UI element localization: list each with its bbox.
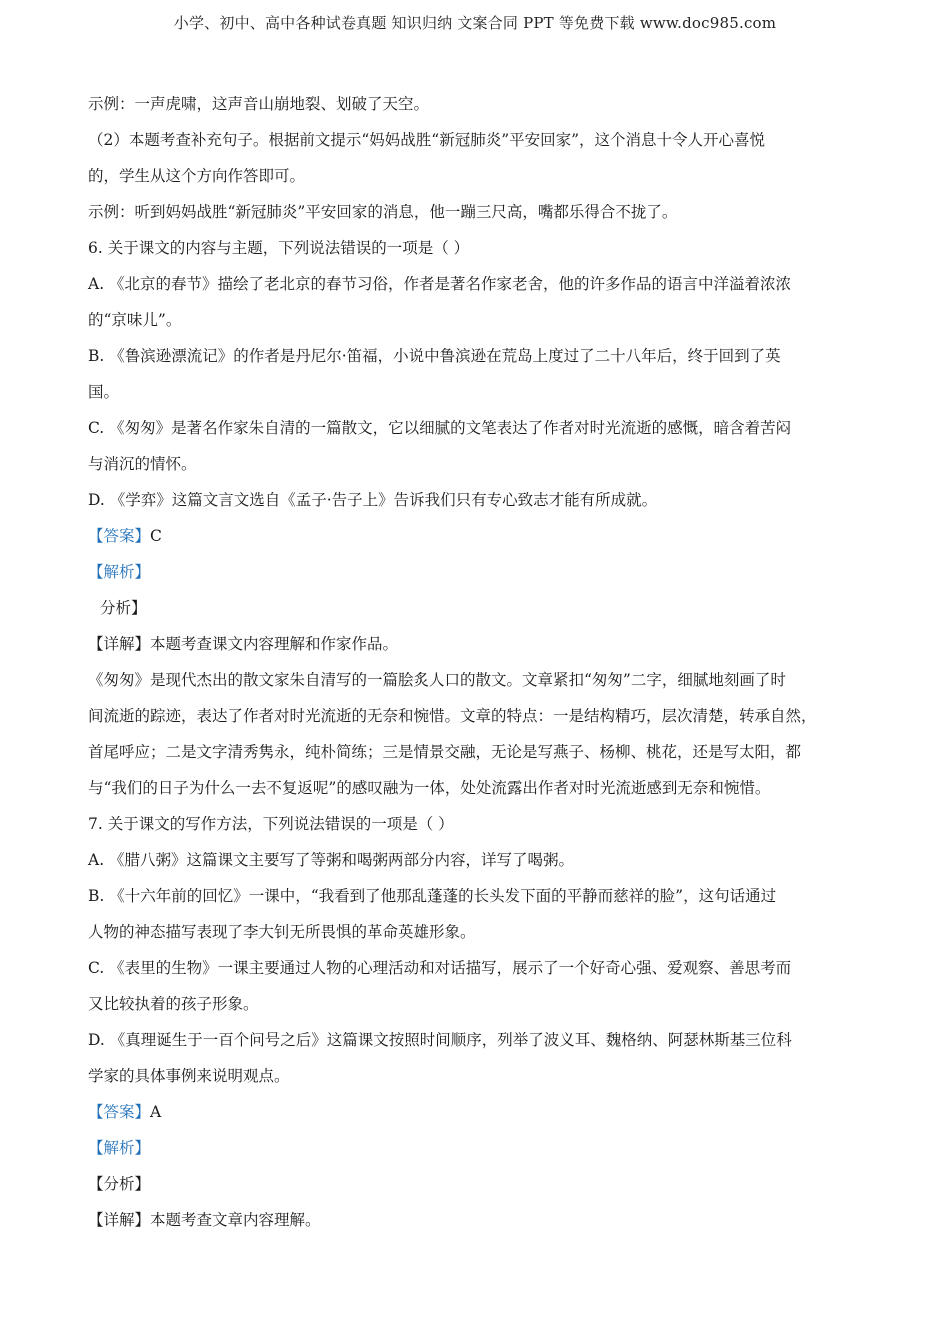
option-a: A. 《腊八粥》这篇课文主要写了等粥和喝粥两部分内容，详写了喝粥。 (88, 851, 575, 869)
detail-line (88, 1202, 864, 1238)
answer-line (88, 518, 864, 554)
answer-label: 【答案】 (88, 527, 151, 545)
text-line: 人物的神态描写表现了李大钊无所畏惧的革命英雄形象。 (88, 923, 476, 941)
question-6: 6. 关于课文的内容与主题，下列说法错误的一项是（ ） (88, 239, 470, 257)
answer-value: A (150, 1103, 162, 1121)
question-7: 7. 关于课文的写作方法，下列说法错误的一项是（ ） (88, 815, 454, 833)
text-line: 首尾呼应；二是文字清秀隽永，纯朴简练；三是情景交融，无论是写燕子、杨柳、桃花，还是写太阳，都 (88, 743, 802, 761)
detail-line (88, 626, 864, 662)
text-line: 与“我们的日子为什么一去不复返呢”的感叹融为一体，处处流露出作者对时光流逝感到无奈和惋惜。 (88, 779, 771, 797)
text-line: 示例：听到妈妈战胜“新冠肺炎”平安回家的消息，他一蹦三尺高，嘴都乐得合不拢了。 (88, 203, 678, 221)
text-line: 国。 (88, 383, 120, 401)
text-line: 又比较执着的孩子形象。 (88, 995, 259, 1013)
detail-text: 本题考查课文内容理解和作家作品。 (150, 635, 399, 653)
option-c: C. 《匆匆》是著名作家朱自清的一篇散文，它以细腻的文笔表达了作者对时光流逝的感慨，暗含着苦闷 (88, 419, 792, 437)
detail-label: 【详解】 (88, 635, 151, 653)
page-header: 小学、初中、高中各种试卷真题 知识归纳 文案合同 PPT 等免费下载 www.doc985.com (173, 14, 777, 32)
option-b: B. 《鲁滨逊漂流记》的作者是丹尼尔·笛福，小说中鲁滨逊在荒岛上度过了二十八年后，终于回到了英 (88, 347, 781, 365)
option-d: D. 《真理诞生于一百个问号之后》这篇课文按照时间顺序，列举了波义耳、魏格纳、阿瑟林斯基三位科 (88, 1031, 792, 1049)
fenxi-label: 分析】 (100, 599, 147, 617)
text-line: 的，学生从这个方向作答即可。 (88, 167, 306, 185)
detail-text: 本题考查文章内容理解。 (150, 1211, 321, 1229)
document-body (88, 86, 864, 1238)
text-line: （2）本题考查补充句子。根据前文提示“妈妈战胜“新冠肺炎”平安回家”，这个消息十令人开心喜悦 (88, 131, 766, 149)
option-c: C. 《表里的生物》一课主要通过人物的心理活动和对话描写，展示了一个好奇心强、爱观察、善思考而 (88, 959, 792, 977)
text-line: 与消沉的情怀。 (88, 455, 197, 473)
text-line: 学家的具体事例来说明观点。 (88, 1067, 290, 1085)
answer-value: C (150, 527, 162, 545)
answer-line (88, 1094, 864, 1130)
answer-label: 【答案】 (88, 1103, 151, 1121)
text-line: 《匆匆》是现代杰出的散文家朱自清写的一篇脍炙人口的散文。文章紧扣“匆匆”二字，细腻地刻画了时 (88, 671, 786, 689)
option-b: B. 《十六年前的回忆》一课中，“我看到了他那乱蓬蓬的长头发下面的平静而慈祥的脸”，这句话通过 (88, 887, 777, 905)
fenxi-label: 【分析】 (88, 1175, 151, 1193)
option-d: D. 《学弈》这篇文言文选自《孟子·告子上》告诉我们只有专心致志才能有所成就。 (88, 491, 658, 509)
text-line: 间流逝的踪迹，表达了作者对时光流逝的无奈和惋惜。文章的特点：一是结构精巧，层次清楚，转承自然， (88, 707, 817, 725)
analysis-label: 【解析】 (88, 1139, 151, 1157)
text-line: 示例：一声虎啸，这声音山崩地裂、划破了天空。 (88, 95, 430, 113)
text-line: 的“京味儿”。 (88, 311, 182, 329)
detail-label: 【详解】 (88, 1211, 151, 1229)
analysis-label: 【解析】 (88, 563, 151, 581)
option-a: A. 《北京的春节》描绘了老北京的春节习俗，作者是著名作家老舍，他的许多作品的语言中洋溢着浓浓 (88, 275, 792, 293)
